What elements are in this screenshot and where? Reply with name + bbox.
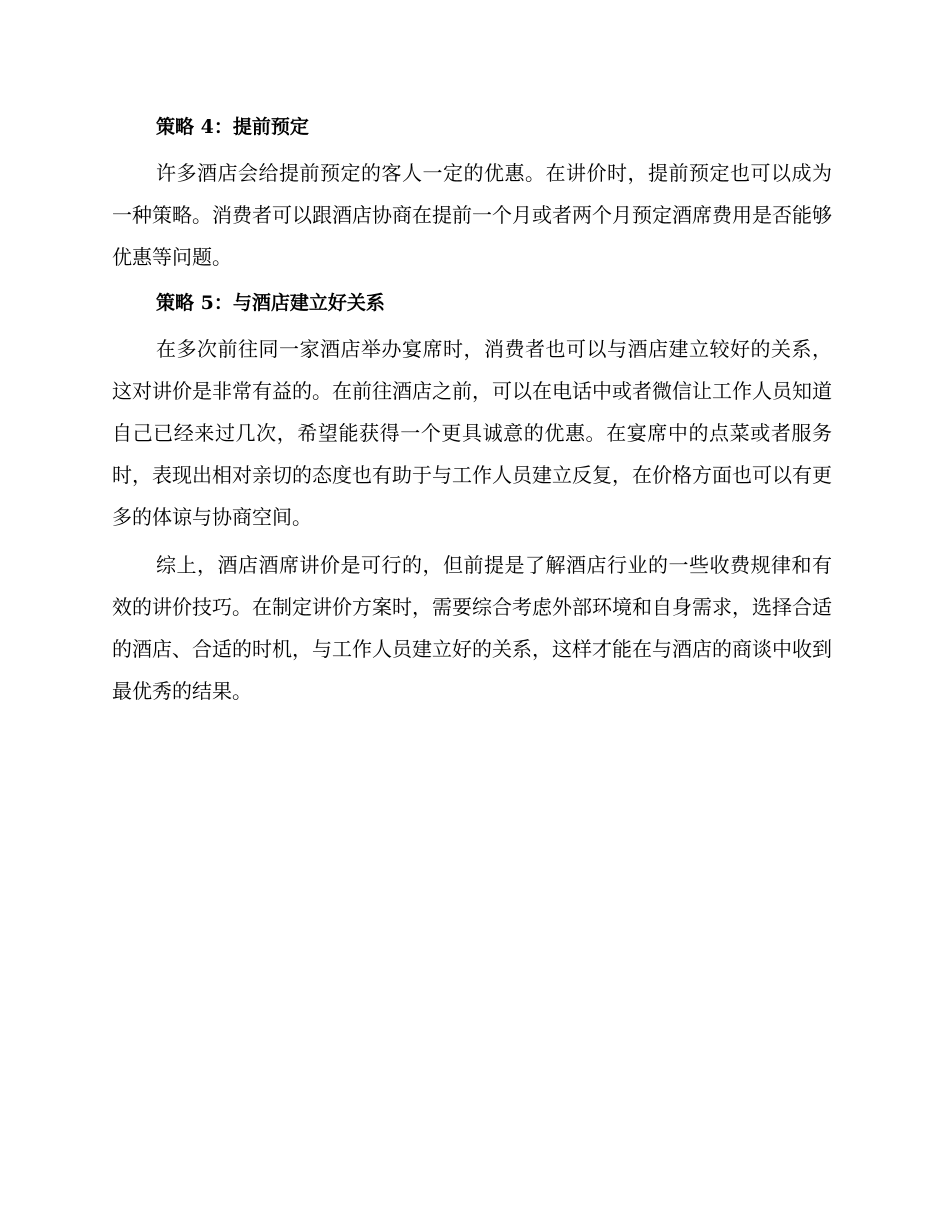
section-heading-strategy-4: 策略 4：提前预定 [156, 116, 309, 138]
document-page [112, 108, 832, 718]
conclusion-paragraph: 综上，酒店酒席讲价是可行的，但前提是了解酒店行业的一些收费规律和有效的讲价技巧。在制定讲价方案时，需要综合考虑外部环境和自身需求，选择合适的酒店、合适的时机，与工作人员建立好的关系，这样才能在与酒店的商谈中收到最优秀的结果。 [112, 553, 832, 703]
section-paragraph-strategy-5: 在多次前往同一家酒店举办宴席时，消费者也可以与酒店建立较好的关系，这对讲价是非常有益的。在前往酒店之前，可以在电话中或者微信让工作人员知道自己已经来过几次，希望能获得一个更具诚意的优惠。在宴席中的点菜或者服务时，表现出相对亲切的态度也有助于与工作人员建立反复，在价格方面也可以有更多的体谅与协商空间。 [112, 337, 832, 529]
section-heading-strategy-5: 策略 5：与酒店建立好关系 [156, 292, 385, 314]
section-paragraph-strategy-4: 许多酒店会给提前预定的客人一定的优惠。在讲价时，提前预定也可以成为一种策略。消费者可以跟酒店协商在提前一个月或者两个月预定酒席费用是否能够优惠等问题。 [112, 161, 832, 269]
